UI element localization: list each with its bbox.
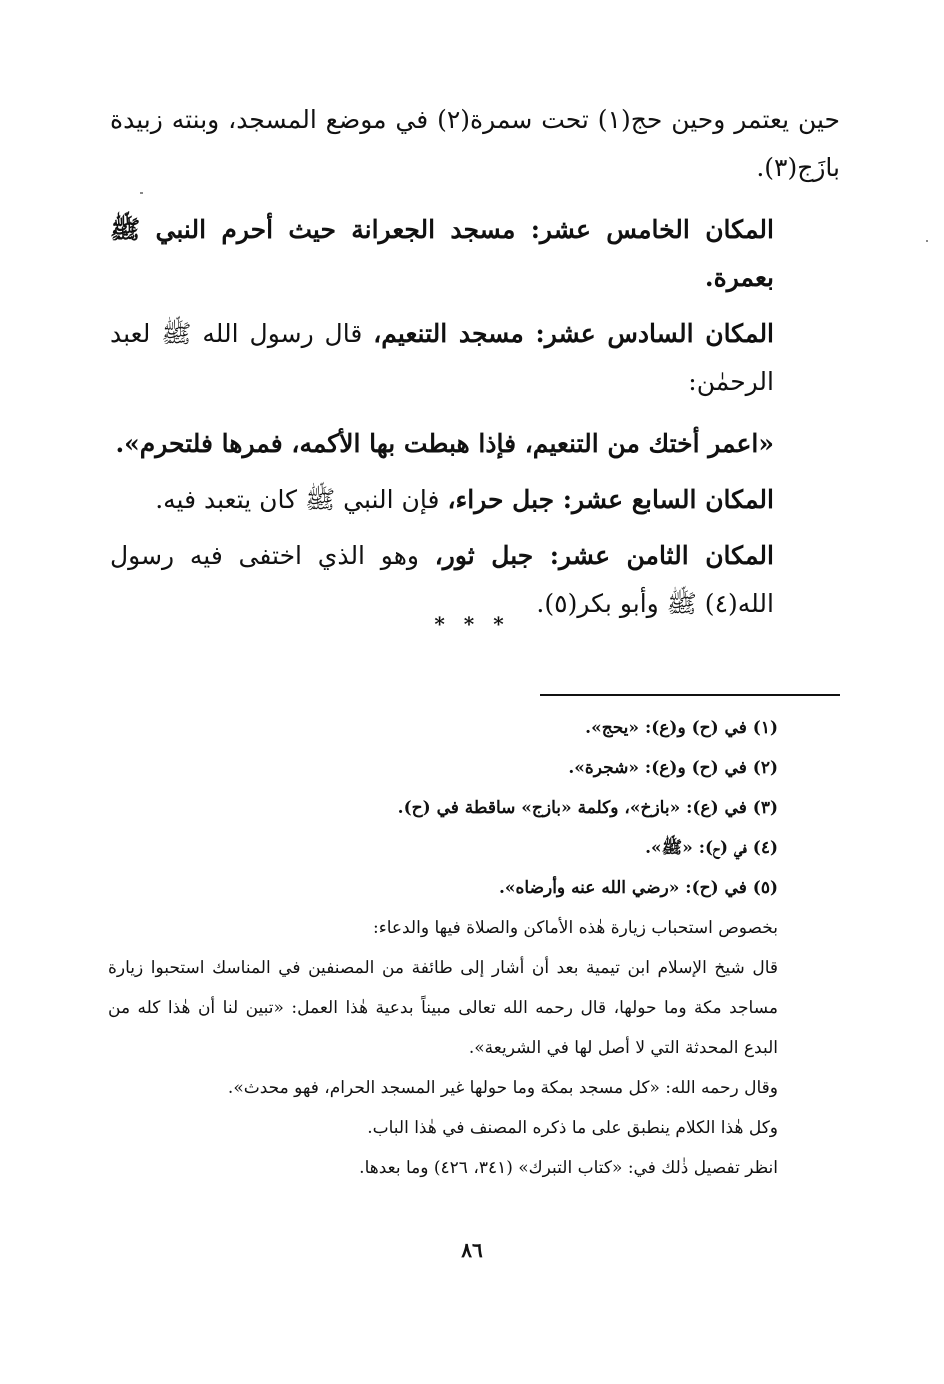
paragraph-2-text: المكان الخامس عشر: مسجد الجعرانة حيث أحرم النبي ﷺ بعمرة.	[110, 215, 774, 292]
footnote-4: (٤) في (ح): «ﷺ».	[645, 838, 778, 858]
commentary-line-4: انظر تفصيل ذٰلك في: «كتاب التبرك» (٣٤١، ٤٢٦) وما بعدها.	[359, 1158, 778, 1178]
paragraph-3	[110, 310, 840, 406]
commentary-heading: بخصوص استحباب زيارة هٰذه الأماكن والصلاة فيها والدعاء:	[372, 918, 778, 938]
commentary-paragraph: قال شيخ الإسلام ابن تيمية بعد أن أشار إلى طائفة من المصنفين في المناسك استحبوا زيارة مساجد مكة وما حولها، قال رحمه الله تعالى مبيناً بدعية هٰذا العمل: «تبين لنا أن هٰذا كله من البدع المحدثة التي لا أصل لها في الشريعة».	[108, 958, 778, 1058]
footnotes	[108, 708, 840, 1188]
paragraph-5-heading: المكان السابع عشر: جبل حراء،	[447, 485, 774, 514]
footnote-5: (٥) في (ح): «رضي الله عنه وأرضاه».	[498, 878, 778, 898]
section-separator: * * *	[434, 612, 510, 636]
paragraph-3-text: قال رسول الله ﷺ لعبد الرحمٰن:	[110, 319, 774, 396]
footnote-2: (٢) في (ح) و(ع): «شجرة».	[568, 758, 778, 778]
main-text	[110, 96, 840, 628]
paragraph-1: حين يعتمر وحين حج(١) تحت سمرة(٢) في موضع المسجد، وبنته زبيدة بازَج(٣).	[110, 105, 840, 182]
paragraph-2	[110, 206, 840, 302]
paragraph-6-heading: المكان الثامن عشر: جبل ثور،	[434, 541, 774, 570]
paragraph-5	[110, 476, 840, 524]
scan-speck	[926, 240, 928, 242]
footnote-3: (٣) في (ع): «بازخ»، وكلمة «بازج» ساقطة في (ح).	[397, 798, 778, 818]
commentary-line-2: وقال رحمه الله: «كل مسجد بمكة وما حولها غير المسجد الحرام، فهو محدث».	[227, 1078, 778, 1098]
scan-speck	[140, 192, 143, 194]
footnote-1: (١) في (ح) و(ع): «يحج».	[585, 718, 778, 738]
paragraph-5-text: فإن النبي ﷺ كان يتعبد فيه.	[155, 485, 448, 514]
hadith-quote: «اعمر أختك من التنعيم، فإذا هبطت بها الأكمه، فمرها فلتحرم».	[115, 429, 774, 458]
page-number: ٨٦	[461, 1238, 483, 1262]
paragraph-3-heading: المكان السادس عشر: مسجد التنعيم،	[373, 319, 775, 348]
commentary-line-3: وكل هٰذا الكلام ينطبق على ما ذكره المصنف في هٰذا الباب.	[367, 1118, 778, 1138]
paragraph-4-quote	[110, 420, 840, 468]
footnote-rule	[540, 694, 840, 696]
paragraph-6-text: وهو الذي اختفى فيه رسول الله(٤) ﷺ وأبو بكر(٥).	[110, 541, 774, 618]
